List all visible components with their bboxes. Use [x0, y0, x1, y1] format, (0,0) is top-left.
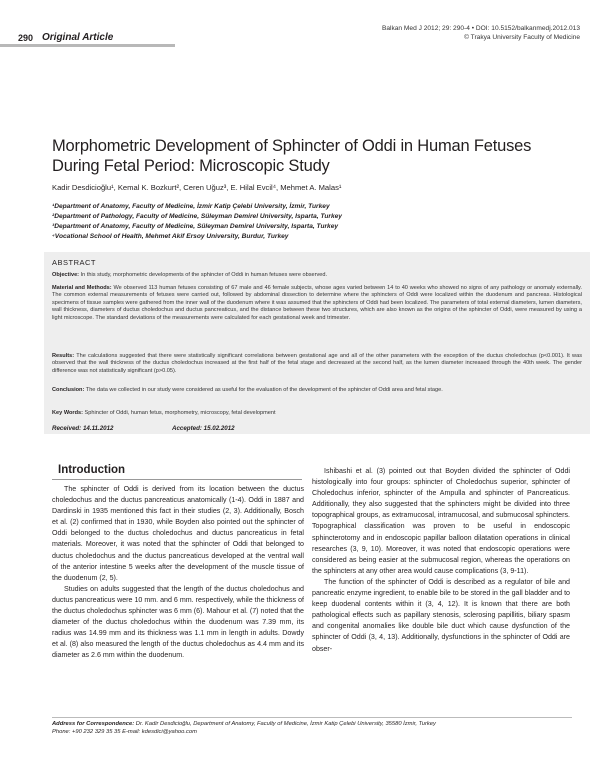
copyright-line: © Trakya University Faculty of Medicine	[464, 34, 580, 41]
affiliation-2: ²Department of Pathology, Faculty of Medicine, Süleyman Demirel University, Isparta, Turkey	[52, 213, 342, 220]
correspondence-footer	[52, 720, 572, 736]
conclusion-text: The data we collected in our study were considered as useful for the evaluation of the development of the sphincter of Oddi area and fetal stage.	[85, 387, 443, 393]
author-list: Kadir Desdicioğlu¹, Kemal K. Bozkurt², Ceren Uğuz³, E. Hilal Evcil⁴, Mehmet A. Malas¹	[52, 183, 342, 192]
journal-info	[382, 24, 580, 42]
correspondence-text: Dr. Kadir Desdicioğlu, Department of Anatomy, Faculty of Medicine, İzmir Katip Çelebi University, 35580 İzmir, Turkey	[135, 721, 436, 727]
article-dates	[52, 425, 235, 432]
abstract-keywords	[52, 410, 582, 417]
page-number: 290	[18, 33, 34, 43]
correspondence-label: Address for Correspondence:	[52, 721, 135, 727]
results-label: Results:	[52, 353, 75, 359]
header-bar	[0, 44, 175, 47]
body-column-left	[52, 484, 304, 662]
introduction-heading: Introduction	[58, 464, 126, 476]
body-paragraph: Ishibashi et al. (3) pointed out that Boyden divided the sphincter of Oddi histologically into four groups: sphincter of Choledochus superior, sphincter of Choledochus inferior, sphincter of the Ampulla and sphincter of Pancreaticus. Additionally, they also suggested that the sphincters might be divided into three topographical groups, as extramucosal, intramucosal, and submucosal sphincters. Topographical classification was proven to be useful in endoscopic sphincterotomy and in endoscopic papillar balloon dilatation operations in clinical researches (3, 9, 10). Moreover, it was noted that endoscopic operations were considered as being easier at the submucosal region, whereas the operations on the sphincters at any other area would cause complications (3, 9-11).	[312, 467, 570, 575]
body-paragraph: The sphincter of Oddi is derived from its location between the ductus choledochus and the ductus pancreaticus anatomically (1-4). Oddi in 1887 and Dardinski in 1935 mentioned this fact in their studies (2, 3). Additionally, Bosch et al. (2) confirmed that in 1930, while Boyden also pointed out the sphincter of Oddi belonged to the ductus choledochus and ductus pancreaticus in fetal materials. Moreover, it was noted that the sphincter of Oddi that belonged to ductus choledochus and the ductus pancreaticus developed at the ventral wall of the anterior intestine 5 weeks after the development of the muscle tissue of the duodenum (2, 5).	[52, 485, 304, 582]
body-paragraph: The function of the sphincter of Oddi is described as a regulator of bile and pancreatic enzyme ingredient, to enable bile to be stored in the gall bladder and to keep duodenal contents within it (3, 4, 12). It is known that there are both pathological effects such as papillary stenosis, sclerosing papillitis, biliary spasm and congenital anomalies like double bile duct which cause dysfunction of the sphincter of Oddi (3, 4, 13). Additionally, dysfunctions in the sphincter of Oddi are obser-	[312, 577, 570, 653]
footer-rule	[52, 717, 572, 718]
abstract-objective	[52, 272, 582, 279]
methods-text: We observed 113 human fetuses consisting of 67 male and 46 female subjects, whose ages varied between 14 to 40 weeks who showed no signs of any pathology or anomaly externally. The common external measurements of fetuses were carried out, followed by abdominal dissection to determine where the sphincters of Oddi were localized within the duodenum and pancreas. Histological specimens of tissue samples were gathered from the inner wall of the duodenum where it was assumed that the sphincters of Oddi had been localized. The parameters of total external diameters, lumen diameters, wall thickness, diameters of ductus choledochus and ductus pancreaticus, and the distance between these two structures, which are also known as the origins of the sphincter of Oddi, were measured by using a light microscope. The standard deviations of the measurements were calculated for each gestational week and trimester.	[52, 285, 582, 321]
accepted-label: Accepted:	[172, 425, 202, 432]
objective-label: Objective:	[52, 272, 80, 278]
title-line-1: Morphometric Development of Sphincter of Oddi in Human Fetuses	[52, 137, 532, 155]
title-line-2: During Fetal Period: Microscopic Study	[52, 157, 330, 175]
affiliation-1: ¹Department of Anatomy, Faculty of Medicine, İzmir Katip Çelebi University, İzmir, Turkey	[52, 203, 330, 210]
keywords-label: Key Words:	[52, 410, 83, 416]
conclusion-label: Conclusion:	[52, 387, 85, 393]
received-label: Received:	[52, 425, 82, 432]
abstract-methods	[52, 285, 582, 322]
body-column-right	[312, 466, 570, 655]
methods-label: Material and Methods:	[52, 285, 112, 291]
accepted-date: 15.02.2012	[203, 425, 235, 432]
abstract-heading: ABSTRACT	[52, 258, 97, 267]
keywords-text: Sphincter of Oddi, human fetus, morphometry, microscopy, fetal development	[84, 410, 276, 416]
objective-text: In this study, morphometric developments of the sphincter of Oddi in human fetuses were observed.	[80, 272, 328, 278]
introduction-rule	[52, 479, 302, 480]
abstract-conclusion	[52, 387, 582, 394]
contact-line: Phone: +90 232 329 35 35 E-mail: kdesdici@yahoo.com	[52, 729, 197, 735]
article-title	[52, 136, 572, 176]
journal-line: Balkan Med J 2012; 29: 290-4 • DOI: 10.5152/balkanmedj.2012.013	[381, 25, 580, 32]
section-label: Original Article	[42, 32, 114, 43]
received-date: 14.11.2012	[82, 425, 114, 432]
abstract-results	[52, 353, 582, 375]
results-text: The calculations suggested that there were statistically significant correlations between gestational age and all of the other parameters with the exception of the ductus choledochus (p<0.001). It was observed that the wall thickness of the ductus choledochus increased at the first half of the fetal stage and decreased at the second half, as the lumen diameter increased through the 40th week. The gender difference was not statistically significant (p>0.05).	[52, 353, 583, 374]
body-paragraph: Studies on adults suggested that the length of the ductus choledochus and ductus pancreaticus were 10 mm. and 6 mm. respectively, while the thickness of the ductus choledochus sphincter was 6 mm (6). Mahour et al. (7) noted that the diameter of the ductus choledochus within the duodenum was 7.39 mm, its radius was 14.99 mm and its thickness was 1.1 mm in length in adults. Dowdy et al. (8) also measured the length of the ductus choledochus as 4.4 mm and its diameter as 2.6 mm within the duodenum.	[52, 584, 304, 660]
affiliation-3: ³Department of Anatomy, Faculty of Medicine, Süleyman Demirel University, Isparta, Turkey	[52, 223, 339, 230]
affiliation-4: ⁴Vocational School of Health, Mehmet Akif Ersoy University, Burdur, Turkey	[52, 233, 289, 240]
